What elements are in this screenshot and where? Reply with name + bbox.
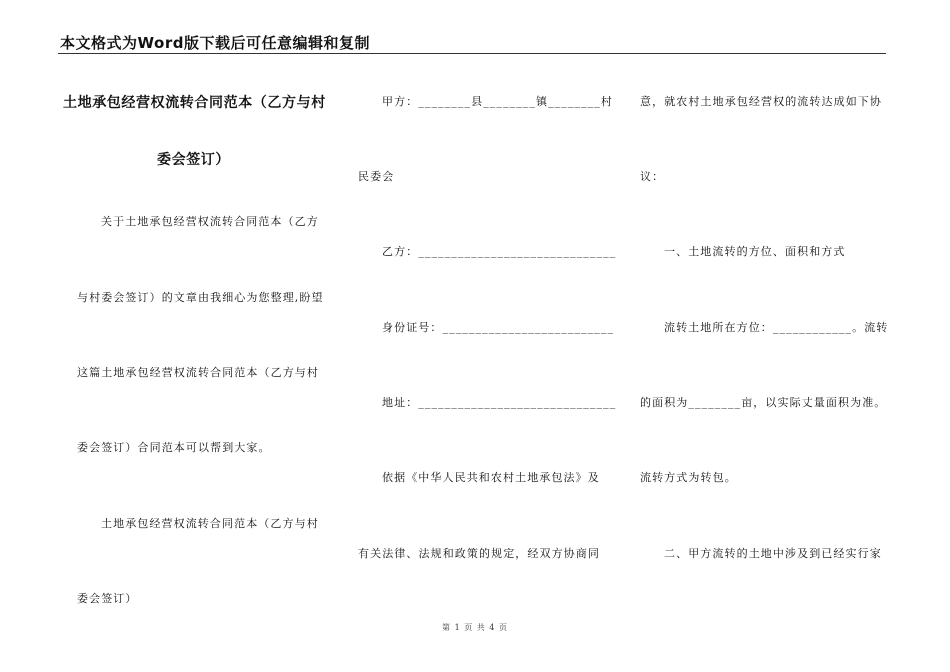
document-header-title: 本文格式为Word版下载后可任意编辑和复制 — [60, 34, 370, 52]
party-b-field: 乙方：______________________________ — [382, 245, 617, 258]
col2-text-line: 民委会 — [358, 170, 395, 183]
party-a-field: 甲方：________县________镇________村 — [382, 95, 613, 108]
col1-text-line: 土地承包经营权流转合同范本（乙方与村 — [101, 517, 319, 530]
page-number: 第 1 页 共 4 页 — [442, 623, 508, 632]
header-divider — [58, 53, 886, 54]
col1-text-line: 委会签订）合同范本可以帮到大家。 — [77, 441, 271, 454]
id-number-field: 身份证号：__________________________ — [382, 321, 615, 334]
section-heading-1: 一、土地流转的方位、面积和方式 — [664, 245, 846, 258]
col1-text-line: 关于土地承包经营权流转合同范本（乙方 — [101, 215, 319, 228]
col3-text-line: 议： — [640, 170, 665, 183]
col1-text-line: 委会签订） — [77, 592, 138, 605]
area-field: 的面积为________亩，以实际丈量面积为准。 — [640, 396, 887, 409]
col3-text-line: 流转方式为转包。 — [640, 471, 737, 484]
col3-text-line: 意，就农村土地承包经营权的流转达成如下协 — [640, 95, 882, 108]
section-heading-2: 二、甲方流转的土地中涉及到已经实行家 — [664, 547, 882, 560]
address-field: 地址：______________________________ — [382, 396, 617, 409]
contract-title-line-1: 土地承包经营权流转合同范本（乙方与村 — [63, 95, 326, 111]
location-field: 流转土地所在方位：____________。流转 — [664, 321, 889, 334]
col2-text-line: 依据《中华人民共和农村土地承包法》及 — [382, 471, 600, 484]
col1-text-line: 与村委会签订）的文章由我细心为您整理,盼望 — [77, 291, 324, 304]
contract-title-line-2: 委会签订） — [157, 152, 230, 168]
col1-text-line: 这篇土地承包经营权流转合同范本（乙方与村 — [77, 366, 319, 379]
col2-text-line: 有关法律、法规和政策的规定，经双方协商同 — [358, 547, 600, 560]
